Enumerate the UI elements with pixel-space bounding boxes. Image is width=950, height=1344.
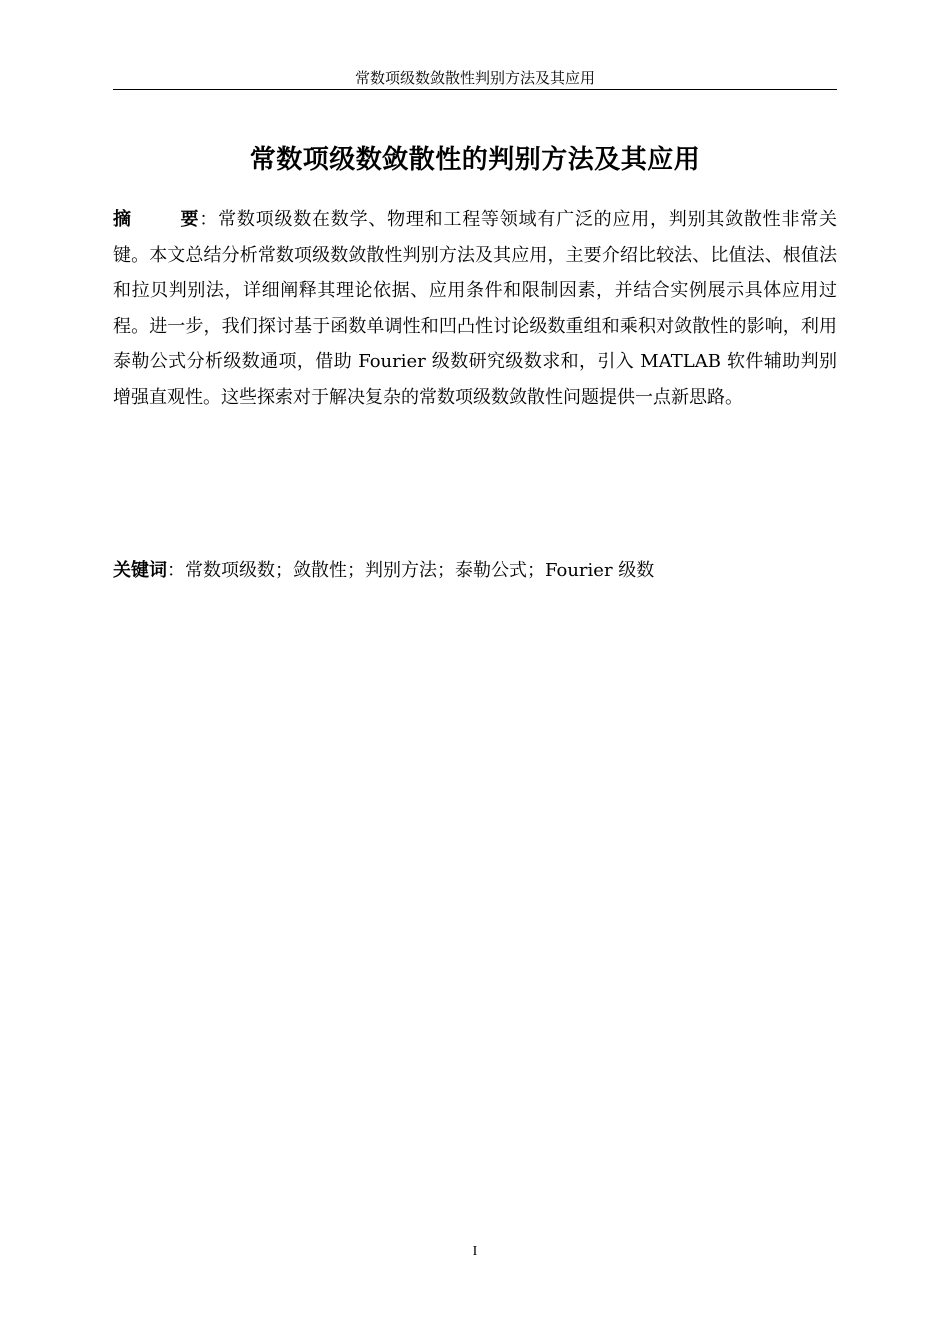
running-header bbox=[113, 68, 837, 90]
abstract-text: 常数项级数在数学、物理和工程等领域有广泛的应用，判别其敛散性非常关键。本文总结分析常数项级数敛散性判别方法及其应用，主要介绍比较法、比值法、根值法和拉贝判别法，详细阐释其理论依据、应用条件和限制因素，并结合实例展示具体应用过程。进一步，我们探讨基于函数单调性和凹凸性讨论级数重组和乘积对敛散性的影响，利用泰勒公式分析级数通项，借助 Fourier 级数研究级数求和，引入 MATLAB 软件辅助判别增强直观性。这些探索对于解决复杂的常数项级数敛散性问题提供一点新思路。 bbox=[113, 209, 838, 408]
keywords-section bbox=[113, 553, 837, 588]
abstract-section bbox=[113, 202, 837, 415]
abstract-label bbox=[113, 209, 199, 230]
running-header-title: 常数项级数敛散性判别方法及其应用 bbox=[354, 69, 595, 87]
keywords-text: 常数项级数；敛散性；判别方法；泰勒公式；Fourier 级数 bbox=[185, 560, 655, 581]
abstract-label-separator: ： bbox=[199, 209, 219, 230]
page-number: I bbox=[472, 1244, 478, 1259]
keywords-label: 关键词 bbox=[113, 560, 167, 581]
keywords-separator: ： bbox=[167, 560, 185, 581]
abstract-label-char-2: 要 bbox=[179, 209, 200, 230]
abstract-label-char-1: 摘 bbox=[113, 209, 132, 230]
document-title: 常数项级数敛散性的判别方法及其应用 bbox=[249, 145, 701, 175]
